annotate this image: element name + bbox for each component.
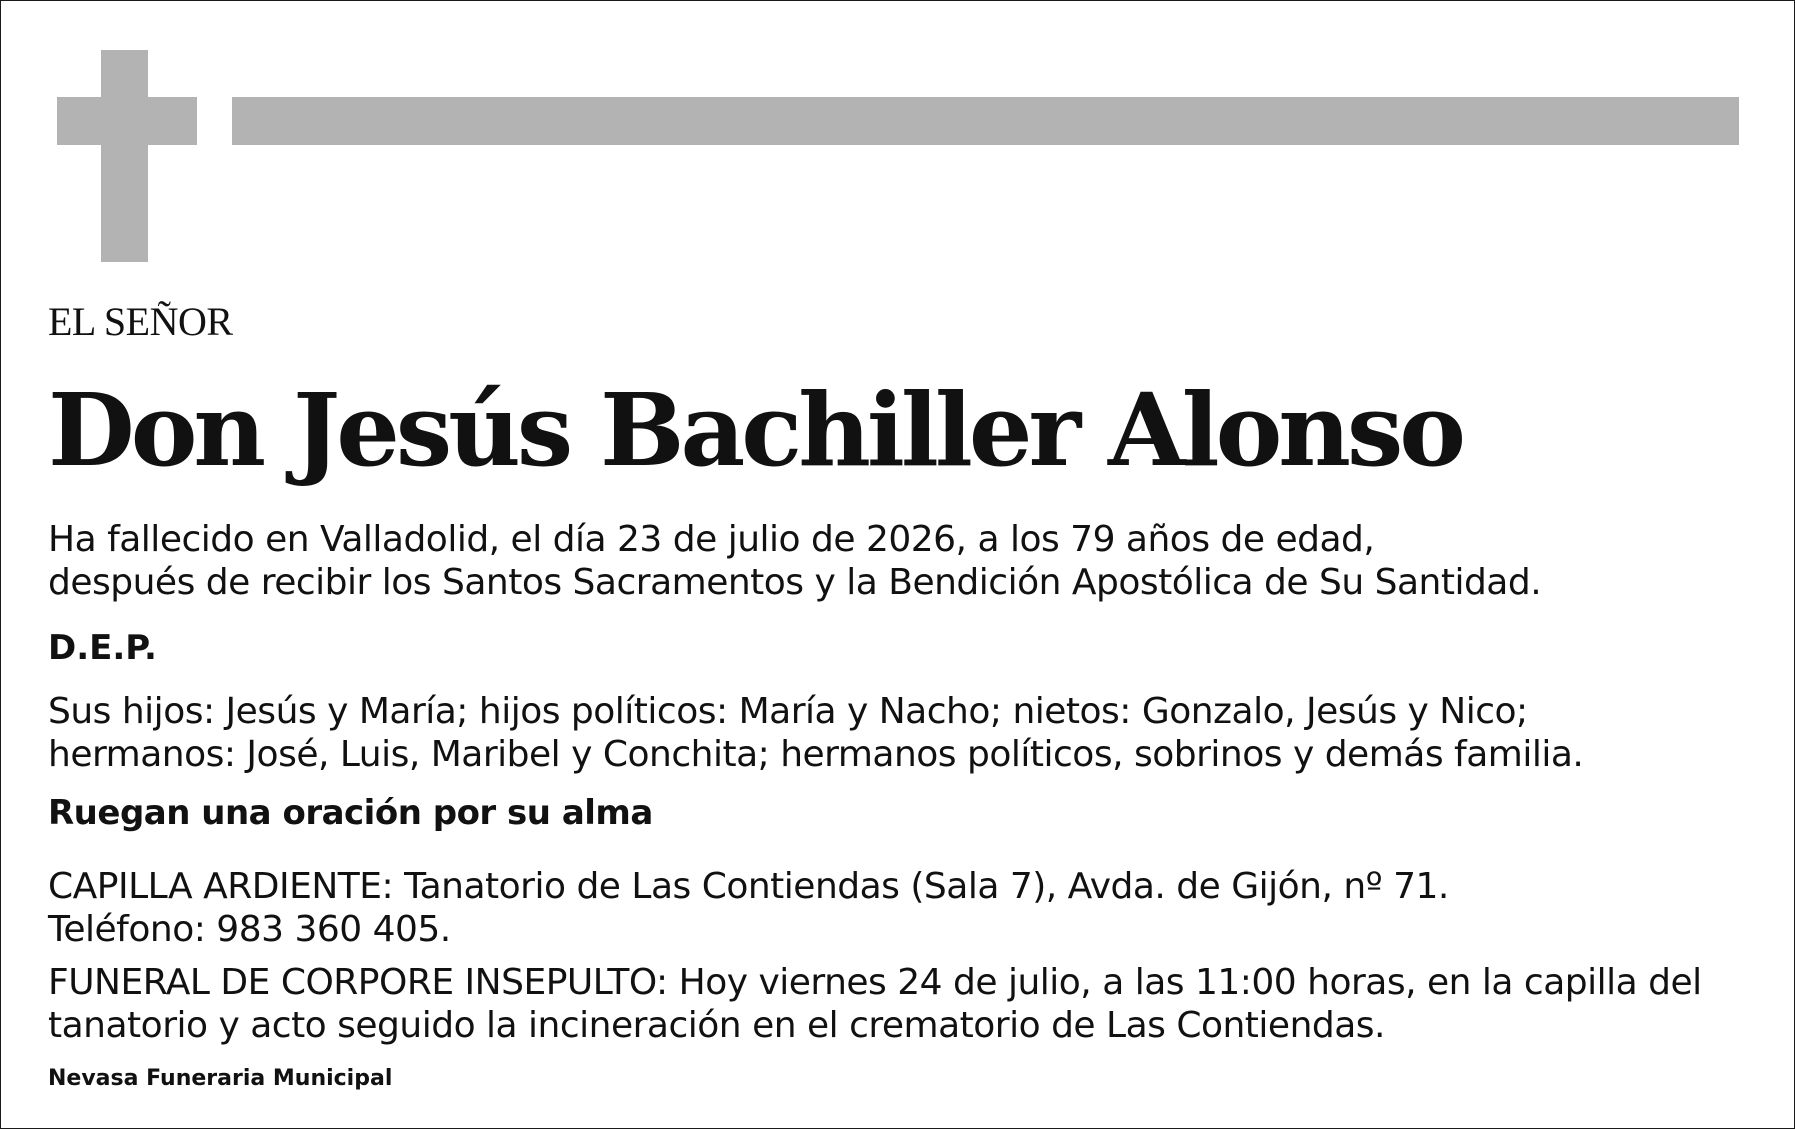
deceased-name: Don Jesús Bachiller Alonso	[48, 371, 1462, 489]
chapel-info	[48, 865, 1449, 951]
family-line-1: Sus hijos: Jesús y María; hijos políticos: María y Nacho; nietos: Gonzalo, Jesús y Nico;	[48, 691, 1528, 732]
chapel-phone: Teléfono: 983 360 405.	[48, 909, 451, 950]
cross-horizontal-bar	[57, 97, 197, 145]
header-rule	[232, 97, 1739, 145]
family-list	[48, 690, 1583, 776]
funeral-line-2: tanatorio y acto seguido la incineración en el crematorio de Las Contiendas.	[48, 1005, 1385, 1046]
funeral-home-name: Nevasa Funeraria Municipal	[48, 1066, 393, 1091]
funeral-info	[48, 961, 1702, 1047]
prayer-request: Ruegan una oración por su alma	[48, 793, 653, 833]
family-line-2: hermanos: José, Luis, Maribel y Conchita; hermanos políticos, sobrinos y demás familia.	[48, 734, 1584, 775]
funeral-line-1: FUNERAL DE CORPORE INSEPULTO: Hoy viernes 24 de julio, a las 11:00 horas, en la capilla del	[48, 962, 1702, 1003]
honorific: EL SEÑOR	[48, 299, 233, 344]
death-announcement	[48, 518, 1541, 604]
chapel-line-1: CAPILLA ARDIENTE: Tanatorio de Las Contiendas (Sala 7), Avda. de Gijón, nº 71.	[48, 866, 1449, 907]
death-line-2: después de recibir los Santos Sacramentos y la Bendición Apostólica de Su Santidad.	[48, 562, 1542, 603]
rip-abbreviation: D.E.P.	[48, 628, 157, 668]
death-line-1: Ha fallecido en Valladolid, el día 23 de julio de 2026, a los 79 años de edad,	[48, 519, 1375, 560]
cross-vertical-bar	[101, 50, 148, 262]
